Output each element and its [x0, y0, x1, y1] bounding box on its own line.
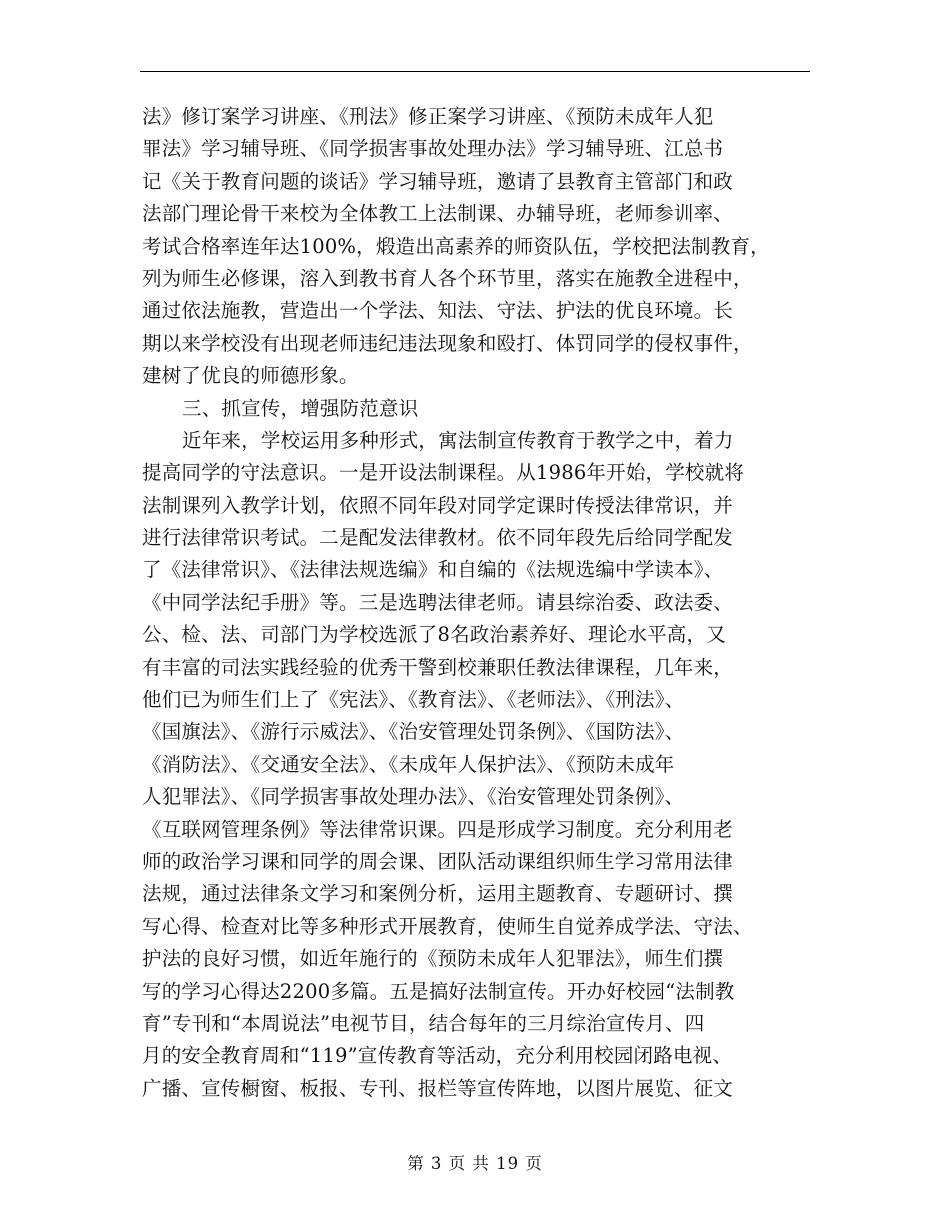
text-line: 建树了优良的师德形象。: [142, 364, 359, 388]
text-line: 写的学习心得达2200多篇。五是搞好法制宣传。开办好校园“法制教: [142, 979, 735, 1003]
text-line: 通过依法施教，营造出一个学法、知法、守法、护法的优良环境。长: [142, 299, 734, 323]
document-body: [142, 101, 812, 1105]
text-line: 法》修订案学习讲座、《刑法》修正案学习讲座、《预防未成年人犯: [142, 105, 714, 128]
text-line: 了《法律常识》、《法律法规选编》和自编的《法规选编中学读本》、: [142, 558, 724, 582]
text-line: 罪法》学习辅导班、《同学损害事故处理办法》学习辅导班、江总书: [142, 137, 724, 161]
text-line: 他们已为师生们上了《宪法》、《教育法》、《老师法》、《刑法》、: [142, 688, 685, 712]
text-line: 护法的良好习惯，如近年施行的《预防未成年人犯罪法》，师生们撰: [142, 947, 724, 971]
text-line: 法部门理论骨干来校为全体教工上法制课、办辅导班，老师参训率、: [142, 202, 734, 226]
text-line: 人犯罪法》、《同学损害事故处理办法》、《治安管理处罚条例》、: [142, 785, 685, 809]
text-line: 月的安全教育周和“119”宣传教育等活动，充分利用校园闭路电视、: [142, 1044, 733, 1068]
section-heading: 三、抓宣传，增强防范意识: [182, 396, 419, 420]
text-line: 提高同学的守法意识。一是开设法制课程。从1986年开始，学校就将: [142, 461, 745, 485]
text-line: 法制课列入教学计划，依照不同年段对同学定课时传授法律常识，并: [142, 493, 734, 517]
header-divider: [140, 71, 810, 72]
page-number: 第 3 页 共 19 页: [407, 1154, 543, 1173]
paragraph-first-line: 近年来，学校运用多种形式，寓法制宣传教育于教学之中，着力: [182, 428, 734, 452]
text-line: 写心得、检查对比等多种形式开展教育，使师生自觉养成学法、守法、: [142, 914, 753, 938]
text-line: 公、检、法、司部门为学校选派了8名政治素养好、理论水平高，又: [142, 623, 726, 647]
text-line: 考试合格率连年达100%，煅造出高素养的师资队伍，学校把法制教育，: [142, 234, 770, 258]
text-line: 记《关于教育问题的谈话》学习辅导班，邀请了县教育主管部门和政: [142, 169, 734, 193]
text-line: 育”专刊和“本周说法”电视节目，结合每年的三月综治宣传月、四: [142, 1011, 705, 1035]
text-line: 期以来学校没有出现老师违纪违法现象和殴打、体罚同学的侵权事件，: [142, 331, 753, 355]
text-line: 进行法律常识考试。二是配发法律教材。依不同年段先后给同学配发: [142, 526, 734, 550]
text-line: 列为师生必修课，溶入到教书育人各个环节里，落实在施教全进程中，: [142, 266, 753, 290]
text-line: 《互联网管理条例》等法律常识课。四是形成学习制度。充分利用老: [142, 817, 734, 841]
text-line: 广播、宣传橱窗、板报、专刊、报栏等宣传阵地，以图片展览、征文: [142, 1076, 734, 1100]
text-line: 法规，通过法律条文学习和案例分析，运用主题教育、专题研讨、撰: [142, 882, 734, 906]
text-line: 《消防法》、《交通安全法》、《未成年人保护法》、《预防未成年: [142, 752, 675, 776]
text-line: 《国旗法》、《游行示威法》、《治安管理处罚条例》、《国防法》、: [142, 720, 685, 744]
text-line: 师的政治学习课和同学的周会课、团队活动课组织师生学习常用法律: [142, 849, 734, 873]
text-line: 《中同学法纪手册》等。三是选聘法律老师。请县综治委、政法委、: [142, 590, 734, 614]
text-line: 有丰富的司法实践经验的优秀干警到校兼职任教法律课程，几年来，: [142, 655, 734, 679]
